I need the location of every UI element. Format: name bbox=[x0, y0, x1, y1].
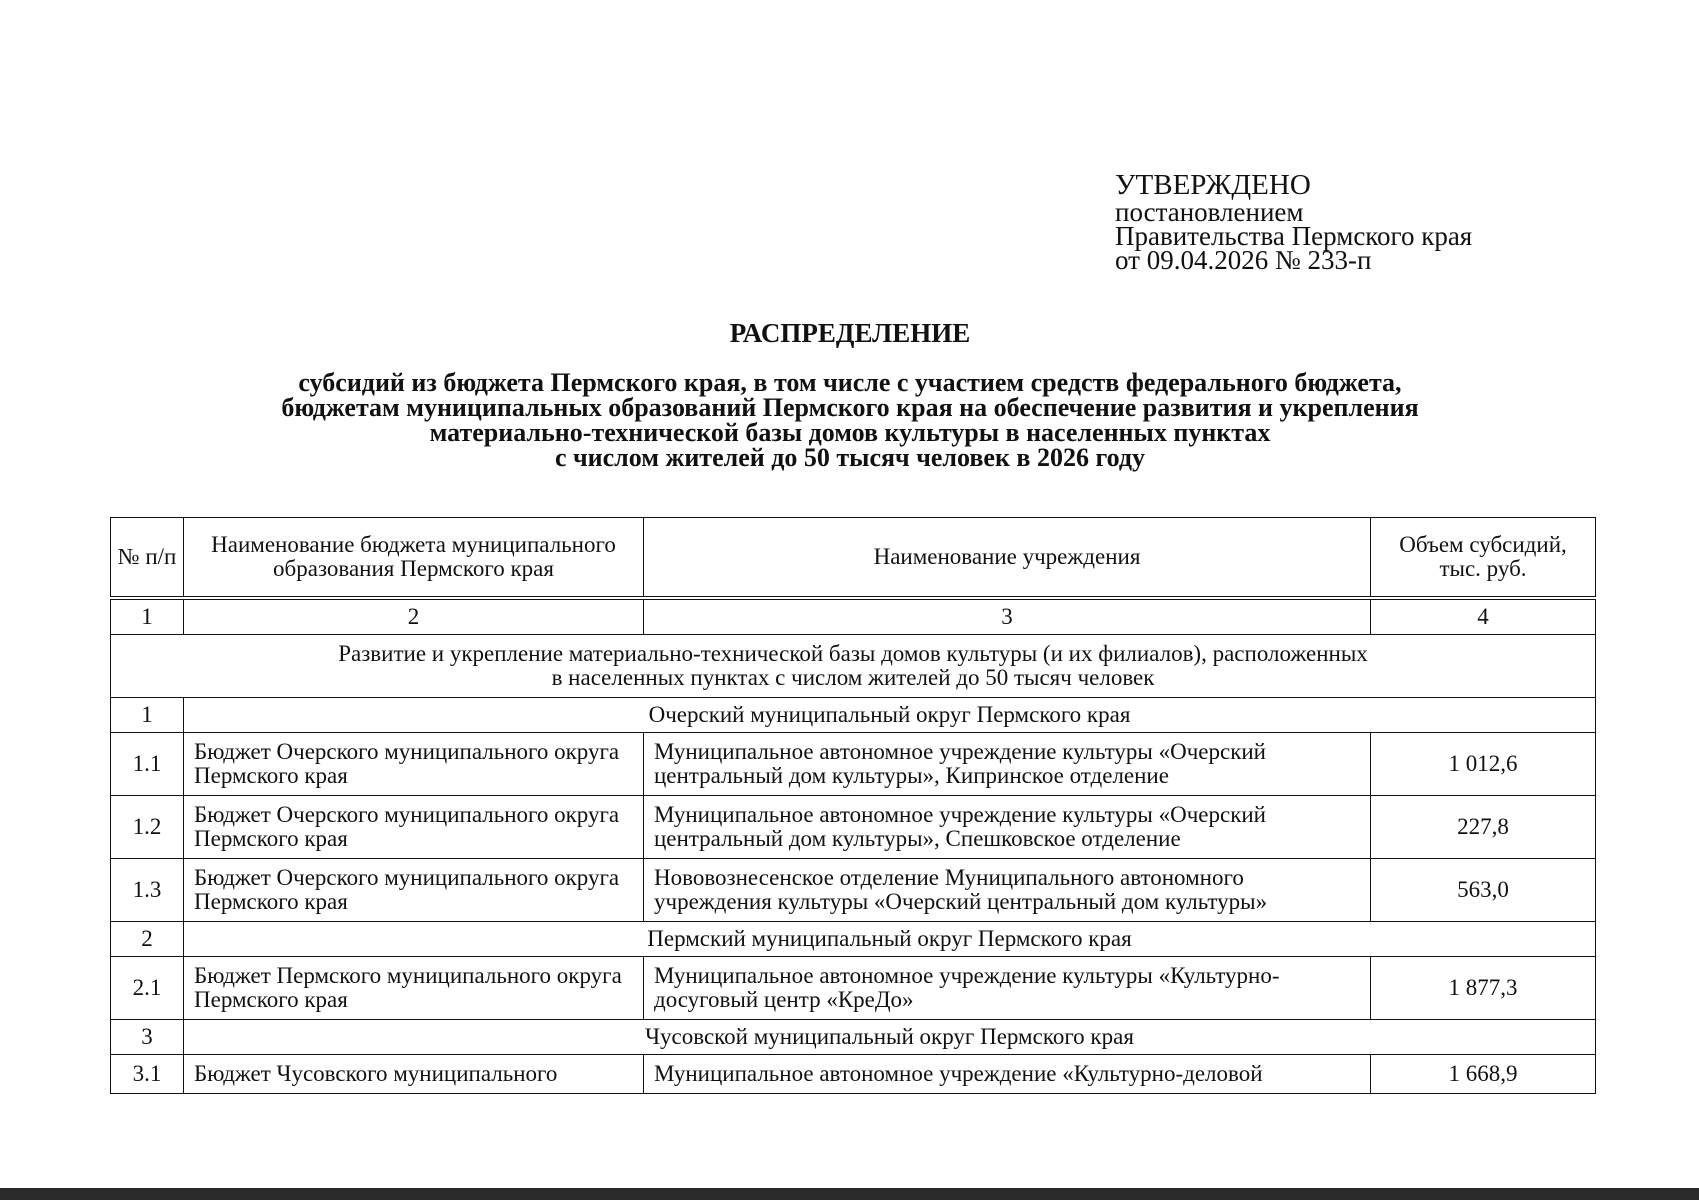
group-name: Очерский муниципальный округ Пермского края bbox=[184, 698, 1596, 733]
row-num: 2.1 bbox=[111, 957, 184, 1020]
group-num: 3 bbox=[111, 1020, 184, 1055]
row-amount: 563,0 bbox=[1371, 859, 1596, 922]
row-budget: Бюджет Очерского муниципального округа Пермского края bbox=[184, 859, 644, 922]
table-header-row bbox=[111, 518, 1596, 599]
header-institution: Наименование учреждения bbox=[644, 518, 1371, 599]
title-sub-line-3: материально-технической базы домов культуры в населенных пунктах bbox=[429, 418, 1271, 447]
group-row bbox=[111, 1020, 1596, 1055]
group-row bbox=[111, 922, 1596, 957]
column-number: 4 bbox=[1371, 598, 1596, 635]
group-name: Пермский муниципальный округ Пермского края bbox=[184, 922, 1596, 957]
row-institution: Муниципальное автономное учреждение «Культурно-деловой bbox=[644, 1055, 1371, 1094]
row-amount: 1 877,3 bbox=[1371, 957, 1596, 1020]
approval-stamp bbox=[1115, 169, 1675, 275]
approval-line-date: от 09.04.2026 № 233-п bbox=[1115, 245, 1372, 275]
title-main: РАСПРЕДЕЛЕНИЕ bbox=[729, 318, 971, 348]
table-row bbox=[111, 859, 1596, 922]
row-num: 1.1 bbox=[111, 733, 184, 796]
approval-line-government: Правительства Пермского края bbox=[1115, 221, 1473, 251]
row-amount: 1 668,9 bbox=[1371, 1055, 1596, 1094]
group-num: 1 bbox=[111, 698, 184, 733]
group-row bbox=[111, 698, 1596, 733]
section-title bbox=[111, 635, 1596, 698]
row-num: 1.3 bbox=[111, 859, 184, 922]
row-institution: Муниципальное автономное учреждение культуры «Очерский центральный дом культуры», Кипринское отделение bbox=[644, 733, 1371, 796]
title-sub-line-2: бюджетам муниципальных образований Пермского края на обеспечение развития и укрепления bbox=[281, 393, 1419, 422]
header-num: № п/п bbox=[111, 518, 184, 599]
table-row bbox=[111, 733, 1596, 796]
column-number: 2 bbox=[184, 598, 644, 635]
title-sub-line-4: с числом жителей до 50 тысяч человек в 2026 году bbox=[554, 443, 1146, 472]
column-number: 3 bbox=[644, 598, 1371, 635]
header-budget: Наименование бюджета муниципального образования Пермского края bbox=[184, 518, 644, 599]
row-num: 1.2 bbox=[111, 796, 184, 859]
row-institution: Муниципальное автономное учреждение культуры «Культурно-досуговый центр «КреДо» bbox=[644, 957, 1371, 1020]
group-num: 2 bbox=[111, 922, 184, 957]
row-num: 3.1 bbox=[111, 1055, 184, 1094]
column-number: 1 bbox=[111, 598, 184, 635]
table-row bbox=[111, 1055, 1596, 1094]
column-number-row bbox=[111, 598, 1596, 635]
row-amount: 1 012,6 bbox=[1371, 733, 1596, 796]
table-row bbox=[111, 796, 1596, 859]
section-line-1: Развитие и укрепление материально-технической базы домов культуры (и их филиалов), расположенных bbox=[338, 641, 1368, 666]
document-title bbox=[180, 316, 1520, 470]
approval-title: УТВЕРЖДЕНО bbox=[1115, 169, 1311, 201]
table-row bbox=[111, 957, 1596, 1020]
row-budget: Бюджет Очерского муниципального округа Пермского края bbox=[184, 733, 644, 796]
header-amount: Объем субсидий, тыс. руб. bbox=[1371, 518, 1596, 599]
row-budget: Бюджет Чусовского муниципального bbox=[184, 1055, 644, 1094]
row-amount: 227,8 bbox=[1371, 796, 1596, 859]
row-institution: Муниципальное автономное учреждение культуры «Очерский центральный дом культуры», Спешковское отделение bbox=[644, 796, 1371, 859]
section-row bbox=[111, 635, 1596, 698]
distribution-table bbox=[110, 517, 1596, 1094]
row-budget: Бюджет Пермского муниципального округа Пермского края bbox=[184, 957, 644, 1020]
scan-edge bbox=[0, 1188, 1699, 1200]
approval-line-decree: постановлением bbox=[1115, 197, 1304, 227]
row-institution: Нововознесенское отделение Муниципального автономного учреждения культуры «Очерский центральный дом культуры» bbox=[644, 859, 1371, 922]
group-name: Чусовской муниципальный округ Пермского края bbox=[184, 1020, 1596, 1055]
section-line-2: в населенных пунктах с числом жителей до 50 тысяч человек bbox=[551, 665, 1155, 690]
row-budget: Бюджет Очерского муниципального округа Пермского края bbox=[184, 796, 644, 859]
title-sub-line-1: субсидий из бюджета Пермского края, в том числе с участием средств федерального бюджета, bbox=[298, 368, 1402, 397]
